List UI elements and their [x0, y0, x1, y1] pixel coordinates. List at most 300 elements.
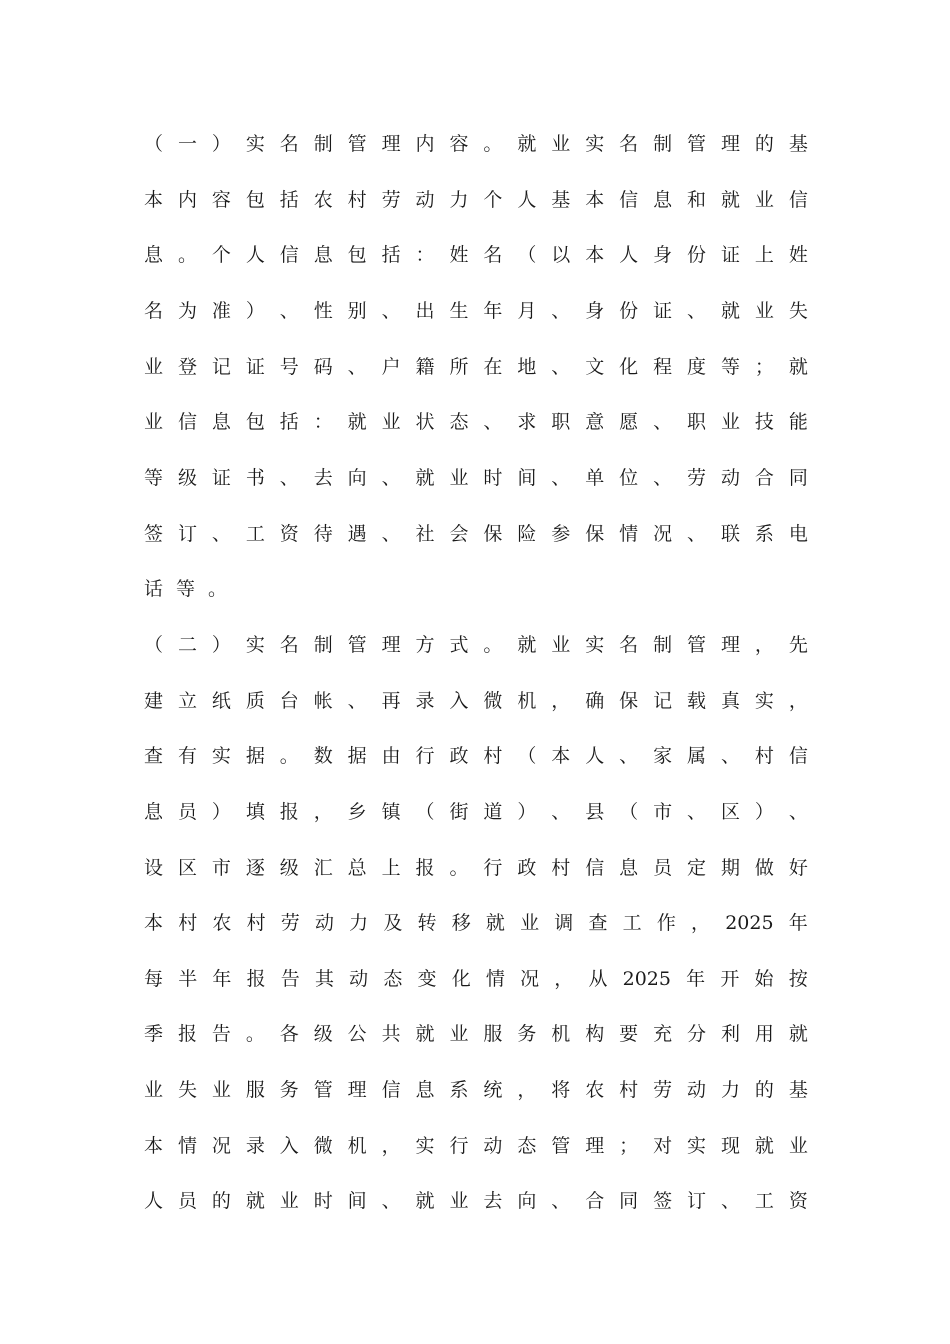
- text-glyph: 、: [483, 411, 503, 433]
- text-glyph: 情: [619, 523, 639, 545]
- text-glyph: 业: [551, 133, 571, 155]
- text-glyph: 情: [485, 968, 505, 990]
- text-glyph: 实: [245, 634, 265, 656]
- text-glyph: （: [144, 634, 164, 656]
- text-glyph: 个: [211, 244, 231, 266]
- text-glyph: 待: [313, 523, 333, 545]
- text-glyph: 息: [144, 801, 164, 823]
- text-glyph: 录: [415, 690, 435, 712]
- text-glyph: 转: [417, 912, 437, 934]
- text-glyph: 证: [245, 356, 265, 378]
- text-line: [144, 1076, 808, 1104]
- text-glyph: 的: [754, 1079, 774, 1101]
- text-glyph: 生: [449, 300, 469, 322]
- text-line: [144, 130, 808, 158]
- text-glyph: 息: [653, 189, 673, 211]
- text-glyph: 况: [211, 1135, 231, 1157]
- text-glyph: 2025: [725, 912, 774, 934]
- text-glyph: 名: [619, 133, 639, 155]
- text-glyph: 村: [551, 857, 571, 879]
- text-glyph: 职: [687, 411, 707, 433]
- text-glyph: 系: [754, 523, 774, 545]
- text-glyph: 籍: [415, 356, 435, 378]
- text-glyph: ）: [754, 801, 774, 823]
- text-glyph: 年: [686, 968, 706, 990]
- text-glyph: 季: [144, 1023, 164, 1045]
- text-glyph: 职: [551, 411, 571, 433]
- text-glyph: 括: [279, 189, 299, 211]
- text-glyph: 月: [517, 300, 537, 322]
- text-glyph: 书: [245, 467, 265, 489]
- text-glyph: 去: [313, 467, 333, 489]
- text-glyph: 劳: [381, 189, 401, 211]
- text-glyph: 质: [245, 690, 265, 712]
- text-glyph: 管: [551, 1135, 571, 1157]
- text-glyph: 准: [211, 300, 231, 322]
- text-glyph: 号: [279, 356, 299, 378]
- text-glyph: 二: [177, 634, 197, 656]
- text-glyph: 机: [551, 1023, 571, 1045]
- text-glyph: 名: [279, 634, 299, 656]
- text-glyph: 政: [449, 745, 469, 767]
- text-glyph: 台: [279, 690, 299, 712]
- text-glyph: ：: [313, 411, 333, 433]
- text-glyph: 求: [517, 411, 537, 433]
- text-glyph: 理: [381, 634, 401, 656]
- text-glyph: 用: [754, 1023, 774, 1045]
- text-glyph: 份: [619, 300, 639, 322]
- text-glyph: 家: [653, 745, 673, 767]
- text-glyph: 就: [754, 1135, 774, 1157]
- text-glyph: 向: [517, 1190, 537, 1212]
- text-glyph: 容: [449, 133, 469, 155]
- text-glyph: 做: [754, 857, 774, 879]
- text-glyph: 劳: [280, 912, 300, 934]
- text-glyph: 实: [211, 745, 231, 767]
- text-glyph: ，: [381, 1135, 401, 1157]
- text-glyph: 服: [483, 1023, 503, 1045]
- text-glyph: 、: [687, 300, 707, 322]
- text-glyph: 属: [687, 745, 707, 767]
- text-glyph: 定: [687, 857, 707, 879]
- text-glyph: 内: [415, 133, 435, 155]
- text-glyph: 信: [619, 189, 639, 211]
- text-glyph: 业: [449, 1023, 469, 1045]
- text-glyph: 制: [653, 634, 673, 656]
- text-glyph: 。: [483, 133, 503, 155]
- text-glyph: 本: [585, 244, 605, 266]
- text-glyph: 电: [788, 523, 808, 545]
- text-glyph: 化: [451, 968, 471, 990]
- text-glyph: 记: [653, 690, 673, 712]
- text-glyph: 从: [588, 968, 608, 990]
- text-glyph: 息: [415, 1079, 435, 1101]
- text-glyph: （: [415, 801, 435, 823]
- text-glyph: 就: [415, 1190, 435, 1212]
- text-glyph: 工: [754, 1190, 774, 1212]
- text-line: [144, 297, 808, 325]
- text-glyph: 包: [245, 411, 265, 433]
- text-glyph: 动: [483, 1135, 503, 1157]
- text-glyph: ）: [245, 300, 265, 322]
- text-glyph: 实: [245, 133, 265, 155]
- text-glyph: 真: [720, 690, 740, 712]
- text-glyph: 本: [144, 1135, 164, 1157]
- text-glyph: 联: [720, 523, 740, 545]
- text-glyph: 村: [246, 912, 266, 934]
- text-glyph: 时: [483, 467, 503, 489]
- text-glyph: 、: [347, 356, 367, 378]
- text-glyph: 动: [687, 1079, 707, 1101]
- text-glyph: 乡: [347, 801, 367, 823]
- text-glyph: 据: [245, 745, 265, 767]
- text-glyph: （: [619, 801, 639, 823]
- text-glyph: 移: [451, 912, 471, 934]
- text-glyph: 查: [144, 745, 164, 767]
- text-glyph: 订: [687, 1190, 707, 1212]
- text-glyph: 意: [585, 411, 605, 433]
- text-glyph: ，: [551, 690, 571, 712]
- text-glyph: 况: [653, 523, 673, 545]
- text-glyph: 地: [517, 356, 537, 378]
- text-glyph: 机: [517, 690, 537, 712]
- text-glyph: 报: [246, 968, 266, 990]
- text-glyph: 合: [754, 467, 774, 489]
- text-glyph: 建: [144, 690, 164, 712]
- text-glyph: ，: [754, 634, 774, 656]
- text-glyph: 个: [483, 189, 503, 211]
- text-glyph: 载: [687, 690, 707, 712]
- text-glyph: 工: [622, 912, 642, 934]
- text-glyph: 要: [619, 1023, 639, 1045]
- text-glyph: 息: [619, 857, 639, 879]
- text-glyph: 就: [517, 133, 537, 155]
- text-glyph: 理: [720, 634, 740, 656]
- text-glyph: 程: [653, 356, 673, 378]
- text-glyph: 、: [381, 467, 401, 489]
- text-glyph: 的: [754, 133, 774, 155]
- text-glyph: 查: [588, 912, 608, 934]
- text-glyph: 、: [653, 411, 673, 433]
- text-glyph: 情: [177, 1135, 197, 1157]
- text-glyph: 业: [144, 1079, 164, 1101]
- text-glyph: 年: [212, 968, 232, 990]
- text-glyph: 制: [313, 133, 333, 155]
- text-glyph: 报: [177, 1023, 197, 1045]
- text-glyph: 区: [720, 801, 740, 823]
- text-glyph: 再: [381, 690, 401, 712]
- text-glyph: 话: [144, 578, 164, 600]
- text-glyph: 参: [551, 523, 571, 545]
- text-glyph: 街: [449, 801, 469, 823]
- text-glyph: ；: [754, 356, 774, 378]
- text-glyph: 户: [381, 356, 401, 378]
- text-glyph: 公: [347, 1023, 367, 1045]
- text-glyph: 息: [313, 244, 333, 266]
- text-glyph: 的: [211, 1190, 231, 1212]
- text-glyph: 、: [720, 745, 740, 767]
- text-glyph: 就: [720, 300, 740, 322]
- text-glyph: 系: [449, 1079, 469, 1101]
- text-glyph: 实: [585, 133, 605, 155]
- text-glyph: 级: [279, 857, 299, 879]
- text-glyph: 出: [415, 300, 435, 322]
- text-glyph: 务: [279, 1079, 299, 1101]
- text-glyph: 名: [619, 634, 639, 656]
- text-glyph: 动: [415, 189, 435, 211]
- text-glyph: 、: [551, 300, 571, 322]
- text-glyph: 开: [720, 968, 740, 990]
- text-glyph: 人: [517, 189, 537, 211]
- text-glyph: 证: [211, 467, 231, 489]
- text-glyph: 上: [381, 857, 401, 879]
- text-glyph: 实: [585, 634, 605, 656]
- text-glyph: 险: [517, 523, 537, 545]
- text-glyph: ，: [313, 801, 333, 823]
- text-glyph: 内: [177, 189, 197, 211]
- text-glyph: 镇: [381, 801, 401, 823]
- text-line: [144, 909, 808, 937]
- text-glyph: 、: [551, 467, 571, 489]
- text-glyph: 机: [347, 1135, 367, 1157]
- text-glyph: 理: [381, 133, 401, 155]
- text-glyph: 资: [279, 523, 299, 545]
- text-glyph: 实: [754, 690, 774, 712]
- text-glyph: 有: [177, 745, 197, 767]
- text-glyph: 对: [653, 1135, 673, 1157]
- text-glyph: 人: [619, 244, 639, 266]
- text-glyph: （: [144, 133, 164, 155]
- text-glyph: 。: [279, 745, 299, 767]
- text-glyph: 方: [415, 634, 435, 656]
- text-glyph: 调: [554, 912, 574, 934]
- text-glyph: 行: [415, 745, 435, 767]
- text-glyph: 入: [449, 690, 469, 712]
- text-glyph: 数: [313, 745, 333, 767]
- text-glyph: 市: [653, 801, 673, 823]
- text-glyph: 失: [788, 300, 808, 322]
- text-glyph: 由: [381, 745, 401, 767]
- text-glyph: 同: [619, 1190, 639, 1212]
- text-glyph: 同: [788, 467, 808, 489]
- text-glyph: 及: [383, 912, 403, 934]
- text-glyph: （: [517, 244, 537, 266]
- text-glyph: 管: [687, 634, 707, 656]
- text-line: [144, 1132, 808, 1160]
- text-glyph: 业: [449, 1190, 469, 1212]
- text-glyph: 上: [754, 244, 774, 266]
- text-glyph: 证: [653, 300, 673, 322]
- text-glyph: 性: [313, 300, 333, 322]
- text-glyph: 工: [245, 523, 265, 545]
- text-glyph: 份: [687, 244, 707, 266]
- text-glyph: 、: [551, 801, 571, 823]
- text-glyph: 信: [279, 244, 299, 266]
- text-glyph: 别: [347, 300, 367, 322]
- text-glyph: 级: [313, 1023, 333, 1045]
- text-glyph: 确: [585, 690, 605, 712]
- text-glyph: 基: [788, 133, 808, 155]
- text-glyph: 帐: [313, 690, 333, 712]
- text-glyph: 失: [177, 1079, 197, 1101]
- text-glyph: 态: [517, 1135, 537, 1157]
- text-glyph: 遇: [347, 523, 367, 545]
- text-glyph: 录: [245, 1135, 265, 1157]
- text-line: [144, 854, 808, 882]
- text-glyph: 、: [279, 300, 299, 322]
- text-glyph: 码: [313, 356, 333, 378]
- text-glyph: 。: [449, 857, 469, 879]
- text-glyph: 业: [449, 467, 469, 489]
- text-glyph: 员: [177, 801, 197, 823]
- text-glyph: 本: [585, 189, 605, 211]
- text-glyph: 实: [687, 1135, 707, 1157]
- text-glyph: 、: [720, 1190, 740, 1212]
- text-glyph: 就: [788, 1023, 808, 1045]
- text-glyph: 本: [551, 745, 571, 767]
- text-glyph: ：: [415, 244, 435, 266]
- text-glyph: 本: [144, 912, 164, 934]
- text-glyph: 状: [415, 411, 435, 433]
- text-glyph: 力: [720, 1079, 740, 1101]
- text-glyph: 业: [520, 912, 540, 934]
- text-glyph: 汇: [313, 857, 333, 879]
- text-glyph: 业: [381, 411, 401, 433]
- text-glyph: 始: [754, 968, 774, 990]
- text-glyph: 、: [347, 690, 367, 712]
- text-glyph: 每: [144, 968, 164, 990]
- text-glyph: 信: [788, 745, 808, 767]
- text-glyph: 、: [381, 1190, 401, 1212]
- text-glyph: 设: [144, 857, 164, 879]
- text-glyph: 报: [279, 801, 299, 823]
- text-glyph: 信: [585, 857, 605, 879]
- text-glyph: 业: [211, 1079, 231, 1101]
- text-glyph: 业: [754, 300, 774, 322]
- text-glyph: 化: [619, 356, 639, 378]
- text-glyph: 劳: [687, 467, 707, 489]
- text-glyph: 信: [381, 1079, 401, 1101]
- text-glyph: 管: [687, 133, 707, 155]
- text-glyph: 理: [347, 1079, 367, 1101]
- text-glyph: 就: [415, 467, 435, 489]
- text-line: [144, 631, 808, 659]
- text-glyph: 劳: [653, 1079, 673, 1101]
- text-glyph: 人: [245, 244, 265, 266]
- text-glyph: 纸: [211, 690, 231, 712]
- text-glyph: 管: [347, 634, 367, 656]
- text-glyph: 作: [656, 912, 676, 934]
- text-glyph: 员: [653, 857, 673, 879]
- text-glyph: 。: [177, 244, 197, 266]
- text-glyph: 管: [313, 1079, 333, 1101]
- text-glyph: 业: [144, 356, 164, 378]
- text-glyph: 服: [245, 1079, 265, 1101]
- text-glyph: 动: [349, 968, 369, 990]
- text-glyph: 向: [347, 467, 367, 489]
- text-glyph: 充: [653, 1023, 673, 1045]
- text-glyph: 其: [314, 968, 334, 990]
- text-glyph: 保: [483, 523, 503, 545]
- text-glyph: 息: [211, 411, 231, 433]
- text-glyph: 资: [788, 1190, 808, 1212]
- text-glyph: 道: [483, 801, 503, 823]
- text-glyph: 业: [144, 411, 164, 433]
- text-glyph: 。: [208, 578, 228, 600]
- text-glyph: ，: [788, 690, 808, 712]
- text-line: [144, 1020, 808, 1048]
- text-line: [144, 687, 808, 715]
- text-glyph: 理: [720, 133, 740, 155]
- text-glyph: ）: [211, 133, 231, 155]
- text-glyph: 业: [279, 1190, 299, 1212]
- text-glyph: ，: [554, 968, 574, 990]
- text-glyph: 级: [177, 467, 197, 489]
- text-glyph: （: [517, 745, 537, 767]
- text-glyph: 报: [415, 857, 435, 879]
- text-glyph: 制: [313, 634, 333, 656]
- text-glyph: 身: [653, 244, 673, 266]
- text-glyph: 基: [551, 189, 571, 211]
- text-glyph: 愿: [619, 411, 639, 433]
- text-glyph: 、: [211, 523, 231, 545]
- text-glyph: 农: [585, 1079, 605, 1101]
- text-glyph: 政: [517, 857, 537, 879]
- text-glyph: 年: [788, 912, 808, 934]
- text-glyph: 时: [313, 1190, 333, 1212]
- text-glyph: 县: [585, 801, 605, 823]
- text-glyph: 订: [177, 523, 197, 545]
- text-glyph: 将: [551, 1079, 571, 1101]
- text-glyph: ）: [211, 801, 231, 823]
- text-glyph: 、: [279, 467, 299, 489]
- text-glyph: 一: [177, 133, 197, 155]
- text-glyph: 利: [720, 1023, 740, 1045]
- text-glyph: 村: [347, 189, 367, 211]
- text-glyph: 式: [449, 634, 469, 656]
- text-glyph: ；: [619, 1135, 639, 1157]
- text-glyph: 统: [483, 1079, 503, 1101]
- text-glyph: 农: [212, 912, 232, 934]
- text-glyph: 就: [485, 912, 505, 934]
- text-glyph: 况: [520, 968, 540, 990]
- text-glyph: 间: [347, 1190, 367, 1212]
- text-glyph: 在: [483, 356, 503, 378]
- text-glyph: 态: [383, 968, 403, 990]
- text-glyph: 先: [788, 634, 808, 656]
- text-glyph: 、: [788, 801, 808, 823]
- text-glyph: 单: [585, 467, 605, 489]
- text-glyph: 共: [381, 1023, 401, 1045]
- text-glyph: 村: [619, 1079, 639, 1101]
- text-glyph: 等: [720, 356, 740, 378]
- text-glyph: 包: [347, 244, 367, 266]
- text-glyph: 态: [449, 411, 469, 433]
- text-glyph: 和: [687, 189, 707, 211]
- text-glyph: 、: [551, 1190, 571, 1212]
- text-glyph: 名: [483, 244, 503, 266]
- text-glyph: 等: [144, 467, 164, 489]
- text-glyph: 微: [483, 690, 503, 712]
- text-glyph: 力: [349, 912, 369, 934]
- text-line: [144, 575, 808, 603]
- text-glyph: 签: [653, 1190, 673, 1212]
- text-glyph: 填: [245, 801, 265, 823]
- text-glyph: 身: [585, 300, 605, 322]
- text-glyph: 间: [517, 467, 537, 489]
- text-glyph: 会: [449, 523, 469, 545]
- text-glyph: 入: [279, 1135, 299, 1157]
